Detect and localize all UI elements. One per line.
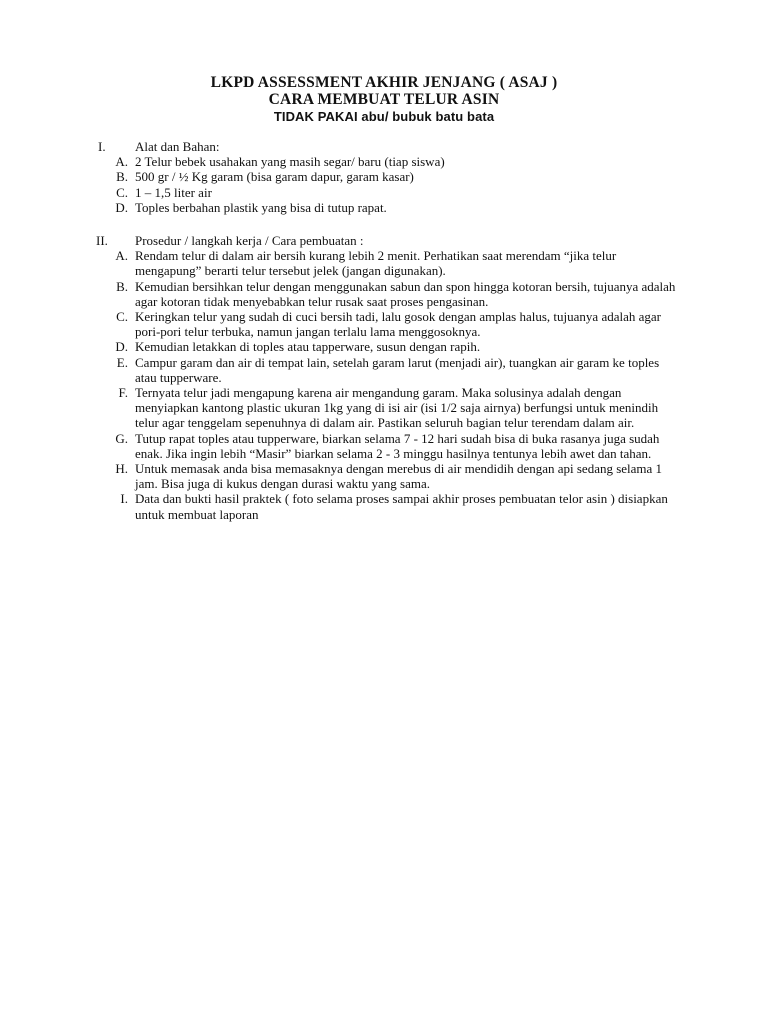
list-item-text: 2 Telur bebek usahakan yang masih segar/ baru (tiap siswa): [135, 154, 445, 170]
list-item: [0, 461, 768, 491]
list-item-letter: G.: [115, 430, 128, 446]
list-item-letter: H.: [115, 461, 128, 477]
list-item-text: Tutup rapat toples atau tupperware, biarkan selama 7 - 12 hari sudah bisa di buka rasanya juga sudah enak. Jika ingin lebih “Masir” biarkan selama 2 - 3 minggu hasilnya tentunya lebih awet dan tahan.: [135, 430, 660, 461]
list-item-letter: E.: [116, 354, 128, 370]
list-item: [0, 200, 768, 215]
list-item-letter: C.: [116, 309, 128, 325]
list-item: [0, 355, 768, 385]
list-item-letter: A.: [115, 248, 128, 264]
list-item-text: Rendam telur di dalam air bersih kurang lebih 2 menit. Perhatikan saat merendam “jika telur mengapung” berarti telur tersebut jelek (jangan digunakan).: [135, 248, 617, 279]
list-item: [0, 309, 768, 339]
list-item-text: 1 – 1,5 liter air: [135, 184, 212, 200]
list-item-letter: D.: [115, 339, 128, 355]
section-heading: Prosedur / langkah kerja / Cara pembuatan :: [135, 233, 364, 248]
list-item-text: Keringkan telur yang sudah di cuci bersih tadi, lalu gosok dengan amplas halus, tujuanya adalah agar pori-pori telur terbuka, namun jangan terlalu lama menggosoknya.: [135, 309, 661, 340]
list-item: [0, 279, 768, 309]
list-item-letter: D.: [115, 199, 128, 215]
list-item: [0, 339, 768, 354]
list-item-letter: I.: [120, 491, 128, 507]
list-item-letter: A.: [115, 154, 128, 170]
document-note: TIDAK PAKAI abu/ bubuk batu bata: [273, 109, 495, 124]
section-numeral: I.: [98, 139, 106, 154]
section-tools-materials: [0, 139, 768, 215]
section-numeral: II.: [96, 233, 108, 248]
document-title: LKPD ASSESSMENT AKHIR JENJANG ( ASAJ ): [210, 74, 558, 91]
list-item: [0, 185, 768, 200]
document-subtitle-main: CARA MEMBUAT TELUR ASIN: [268, 91, 500, 108]
list-item-text: Untuk memasak anda bisa memasaknya dengan merebus di air mendidih dengan api sedang selama 1 jam. Bisa juga di kukus dengan durasi waktu yang sama.: [135, 461, 663, 492]
list-item-text: Toples berbahan plastik yang bisa di tutup rapat.: [135, 199, 387, 215]
list-item-letter: F.: [118, 385, 128, 401]
list-item: [0, 169, 768, 184]
list-item: [0, 431, 768, 461]
list-item-text: Campur garam dan air di tempat lain, setelah garam larut (menjadi air), tuangkan air garam ke toples atau tupperware.: [135, 354, 660, 385]
section-heading-row: [0, 139, 768, 154]
list-item-text: Kemudian bersihkan telur dengan menggunakan sabun dan spon hingga kotoran bersih, tujuanya adalah agar kotoran tidak menyebabkan telur rusak saat proses pengasinan.: [135, 278, 676, 309]
list-item-text: 500 gr / ½ Kg garam (bisa garam dapur, garam kasar): [135, 169, 414, 185]
list-item: [0, 491, 768, 521]
list-item-letter: C.: [116, 184, 128, 200]
section-heading-row: [0, 233, 768, 248]
list-item-letter: B.: [116, 169, 128, 185]
list-item: [0, 248, 768, 278]
list-item: [0, 385, 768, 431]
list-item-text: Data dan bukti hasil praktek ( foto selama proses sampai akhir proses pembuatan telor asin ) disiapkan untuk membuat laporan: [135, 491, 668, 522]
section-procedure: [0, 233, 768, 522]
list-item-text: Ternyata telur jadi mengapung karena air mengandung garam. Maka solusinya adalah dengan menyiapkan kantong plastic ukuran 1kg yang di isi air (isi 1/2 saja airnya) berfungsi untuk menindih telur agar tenggelam sepenuhnya di dalam air. Pastikan seluruh bagian telur terendam dalam air.: [135, 385, 659, 431]
list-item-text: Kemudian letakkan di toples atau tapperware, susun dengan rapih.: [135, 339, 481, 355]
list-item-letter: B.: [116, 278, 128, 294]
section-heading: Alat dan Bahan:: [135, 139, 220, 154]
list-item: [0, 154, 768, 169]
